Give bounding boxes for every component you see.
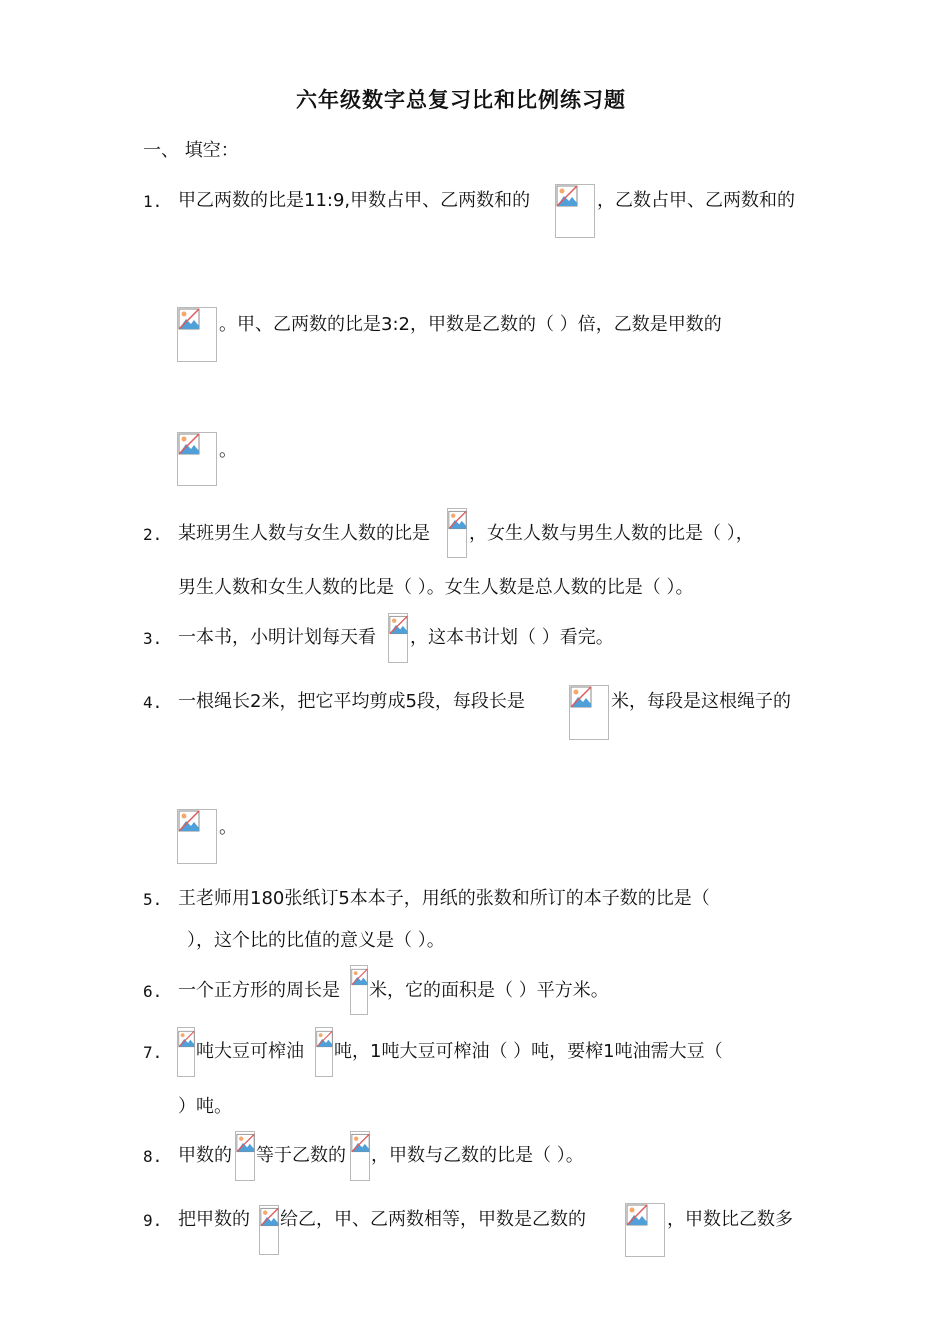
q8-text-c: ，甲数与乙数的比是（ ）。 (371, 1145, 584, 1166)
q1-text-b: ，乙数占甲、乙两数和的 (597, 190, 795, 211)
q7-text-c: 吨，1吨大豆可榨油（ ）吨，要榨1吨油需大豆（ (334, 1041, 723, 1062)
broken-image-icon (447, 508, 467, 558)
q3-text-b: ，这本书计划（ ）看完。 (410, 627, 614, 648)
q9-text-b: 给乙，甲、乙两数相等，甲数是乙数的 (280, 1209, 586, 1230)
q1-text-c: 。甲、乙两数的比是3:2，甲数是乙数的（ ）倍，乙数是甲数的 (219, 314, 722, 335)
q7-text-b: 吨大豆可榨油 (196, 1041, 304, 1062)
broken-image-icon (350, 1131, 370, 1181)
q8-text-b: 等于乙数的 (256, 1145, 346, 1166)
broken-image-icon (388, 613, 408, 663)
q6-text-b: 米，它的面积是（ ）平方米。 (369, 980, 609, 1001)
question-number-7: 7. (143, 1043, 163, 1062)
q2-text-b: ，女生人数与男生人数的比是（ ）， (469, 523, 754, 544)
q1-text-d: 。 (219, 440, 237, 461)
q9-text-a: 把甲数的 (178, 1209, 250, 1230)
broken-image-icon (555, 184, 595, 238)
broken-image-icon (315, 1027, 333, 1077)
q5-text-a: 王老师用180张纸订5本本子，用纸的张数和所订的本子数的比是（ (178, 888, 710, 909)
broken-image-icon (177, 1027, 195, 1077)
q4-text-a: 一根绳长2米，把它平均剪成5段，每段长是 (178, 691, 525, 712)
q7-text-d: ）吨。 (178, 1096, 232, 1117)
q2-text-a: 某班男生人数与女生人数的比是 (178, 523, 430, 544)
broken-image-icon (350, 965, 368, 1015)
q9-text-c: ，甲数比乙数多 (667, 1209, 793, 1230)
page-title: 六年级数字总复习比和比例练习题 (296, 88, 626, 112)
broken-image-icon (235, 1131, 255, 1181)
q3-text-a: 一本书，小明计划每天看 (178, 627, 376, 648)
broken-image-icon (259, 1205, 279, 1255)
q5-text-b: ），这个比的比值的意义是（ ）。 (187, 930, 445, 951)
q1-text-a: 甲乙两数的比是11:9,甲数占甲、乙两数和的 (178, 190, 531, 211)
broken-image-icon (177, 432, 217, 486)
question-number-2: 2. (143, 525, 163, 544)
question-number-4: 4. (143, 693, 163, 712)
question-number-3: 3. (143, 629, 163, 648)
q4-text-c: 。 (219, 817, 237, 838)
broken-image-icon (177, 307, 217, 362)
broken-image-icon (625, 1203, 665, 1257)
question-number-1: 1. (143, 192, 163, 211)
broken-image-icon (569, 685, 609, 740)
section-heading: 一、 填空： (143, 140, 239, 161)
q6-text-a: 一个正方形的周长是 (178, 980, 340, 1001)
broken-image-icon (177, 809, 217, 864)
q8-text-a: 甲数的 (178, 1145, 232, 1166)
q4-text-b: 米，每段是这根绳子的 (611, 691, 791, 712)
question-number-8: 8. (143, 1147, 163, 1166)
question-number-5: 5. (143, 890, 163, 909)
q2-text-c: 男生人数和女生人数的比是（ ）。女生人数是总人数的比是（ ）。 (178, 577, 694, 598)
question-number-6: 6. (143, 982, 163, 1001)
question-number-9: 9. (143, 1211, 163, 1230)
